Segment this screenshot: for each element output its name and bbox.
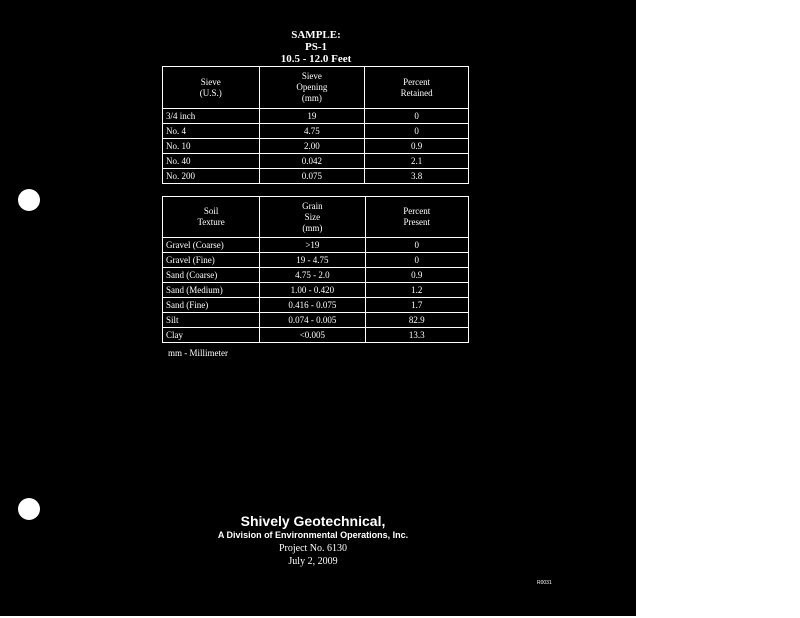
sieve-cell: No. 200 [163,169,260,184]
header-line: Percent [403,76,431,87]
opening-cell: 4.75 [259,124,365,139]
texture-cell: Clay [163,328,260,343]
present-col-header [365,197,468,238]
texture-cell: Silt [163,313,260,328]
header-line: Opening [296,82,328,92]
grain-size-cell: 19 - 4.75 [260,253,365,268]
grain-size-cell: >19 [260,238,365,253]
table-row [163,283,469,298]
company-name: Shively Geotechnical, [240,513,386,529]
present-cell: 0 [365,238,468,253]
retained-cell: 0 [365,124,469,139]
header-line: Percent [403,206,431,216]
grain-size-cell: 1.00 - 0.420 [260,283,365,298]
sample-title: SAMPLE: [291,29,341,41]
present-cell: 1.2 [365,283,468,298]
sieve-col-header [163,67,260,109]
present-cell: 0 [365,253,468,268]
opening-col-header [259,67,365,109]
texture-header-row [163,197,469,238]
opening-cell: 2.00 [259,139,365,154]
opening-cell: 0.042 [259,154,365,169]
opening-cell: 0.075 [259,169,365,184]
texture-col-header [163,197,260,238]
sieve-table [162,66,469,184]
grain-size-cell: 0.416 - 0.075 [260,298,365,313]
table-row [163,238,469,253]
texture-cell: Sand (Medium) [163,283,260,298]
sample-id: PS-1 [305,41,327,53]
punch-hole-bottom [18,498,40,520]
table-row [163,169,469,184]
header-line: (mm) [302,222,323,233]
company-division: A Division of Environmental Operations, Inc. [217,530,409,540]
table-row [163,268,469,283]
texture-cell: Gravel (Fine) [163,253,260,268]
present-cell: 0.9 [365,268,468,283]
table-row [163,154,469,169]
table-row [163,124,469,139]
report-date: July 2, 2009 [288,556,338,567]
retained-cell: 0 [365,109,469,124]
grain-size-cell: 0.074 - 0.005 [260,313,365,328]
header-line: Texture [197,217,225,227]
retained-cell: 3.8 [365,169,469,184]
retained-col-header [365,67,469,109]
units-footnote: mm - Millimeter [168,348,228,358]
header-line: Retained [400,87,433,98]
header-line: Sieve [301,71,322,81]
header-line: (mm) [301,93,322,103]
soil-texture-table [162,196,469,343]
header-line: (U.S.) [199,87,222,98]
punch-hole-top [18,189,40,211]
present-cell: 1.7 [365,298,468,313]
page-mark: R0031 [537,580,552,586]
sieve-cell: 3/4 inch [163,109,260,124]
table-row [163,328,469,343]
header-line: Grain [302,200,323,211]
present-cell: 13.3 [365,328,468,343]
texture-cell: Gravel (Coarse) [163,238,260,253]
opening-cell: 19 [259,109,365,124]
texture-cell: Sand (Fine) [163,298,260,313]
table-row [163,313,469,328]
table-row [163,109,469,124]
sieve-cell: No. 40 [163,154,260,169]
header-line: Size [304,211,321,222]
table-row [163,298,469,313]
retained-cell: 0.9 [365,139,469,154]
project-number: Project No. 6130 [278,543,348,554]
table-row [163,253,469,268]
header-line: Soil [203,206,219,216]
sieve-cell: No. 4 [163,124,260,139]
sieve-cell: No. 10 [163,139,260,154]
table-row [163,139,469,154]
sieve-header-row [163,67,469,109]
grain-size-col-header [260,197,365,238]
present-cell: 82.9 [365,313,468,328]
texture-cell: Sand (Coarse) [163,268,260,283]
header-line: Sieve [200,76,221,87]
header-line: Present [403,217,430,227]
grain-size-cell: <0.005 [260,328,365,343]
sample-depth: 10.5 - 12.0 Feet [280,53,352,65]
retained-cell: 2.1 [365,154,469,169]
grain-size-cell: 4.75 - 2.0 [260,268,365,283]
